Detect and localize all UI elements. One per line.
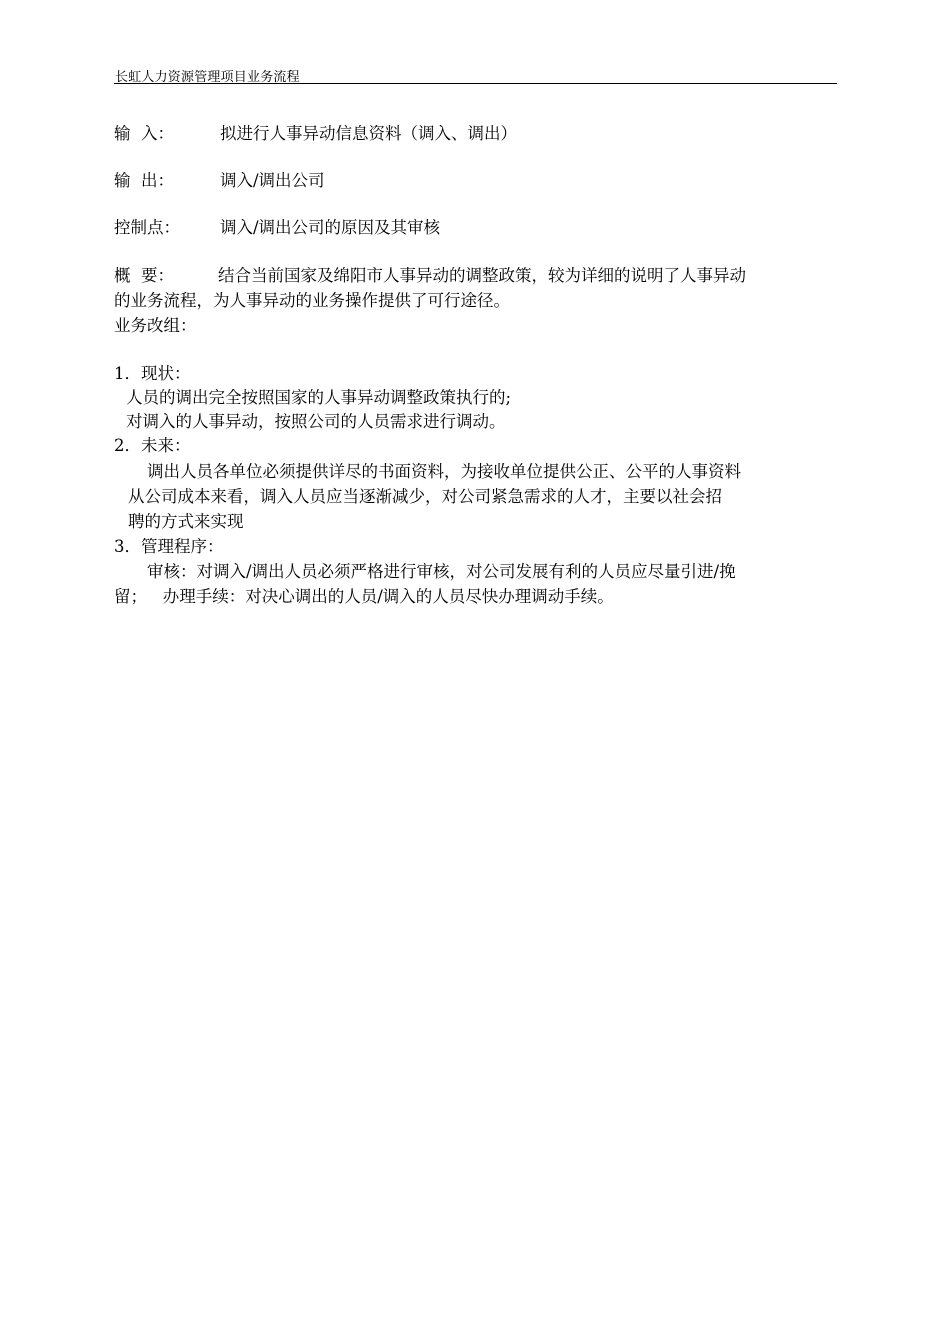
procedure-heading — [114, 535, 224, 559]
future-number: 2． — [114, 436, 141, 455]
future-heading — [114, 434, 191, 458]
page-header-title: 长虹人力资源管理项目业务流程 — [115, 70, 300, 85]
output-label: 输 出： — [114, 171, 174, 190]
procedure-line-1: 审核：对调入/调出人员必须严格进行审核，对公司发展有利的人员应尽量引进/挽 — [147, 562, 736, 581]
control-value: 调入/调出公司的原因及其审核 — [220, 218, 441, 237]
summary-line-1: 结合当前国家及绵阳市人事异动的调整政策，较为详细的说明了人事异动 — [218, 266, 746, 285]
input-label: 输 入： — [114, 124, 174, 143]
future-line-2: 从公司成本来看，调入人员应当逐渐减少，对公司紧急需求的人才，主要以社会招 — [128, 487, 722, 506]
header-divider — [114, 83, 837, 84]
summary-label: 概 要： — [114, 266, 174, 285]
future-line-1: 调出人员各单位必须提供详尽的书面资料，为接收单位提供公正、公平的人事资料 — [147, 462, 741, 481]
output-value: 调入/调出公司 — [220, 171, 325, 190]
procedure-title: 管理程序： — [141, 537, 224, 556]
current-line-1: 人员的调出完全按照国家的人事异动调整政策执行的; — [126, 388, 512, 407]
input-value: 拟进行人事异动信息资料（调入、调出） — [220, 124, 517, 143]
current-number: 1． — [114, 364, 141, 383]
future-line-3: 聘的方式来实现 — [128, 512, 244, 531]
current-line-2: 对调入的人事异动，按照公司的人员需求进行调动。 — [126, 412, 506, 431]
reorg-heading: 业务改组： — [114, 316, 197, 335]
control-label: 控制点： — [114, 218, 180, 237]
procedure-line-2: 留； 办理手续：对决心调出的人员/调入的人员尽快办理调动手续。 — [114, 587, 614, 606]
procedure-number: 3． — [114, 537, 141, 556]
summary-line-2: 的业务流程，为人事异动的业务操作提供了可行途径。 — [114, 291, 510, 310]
current-heading — [114, 362, 191, 386]
future-title: 未来： — [141, 436, 191, 455]
current-title: 现状： — [141, 364, 191, 383]
